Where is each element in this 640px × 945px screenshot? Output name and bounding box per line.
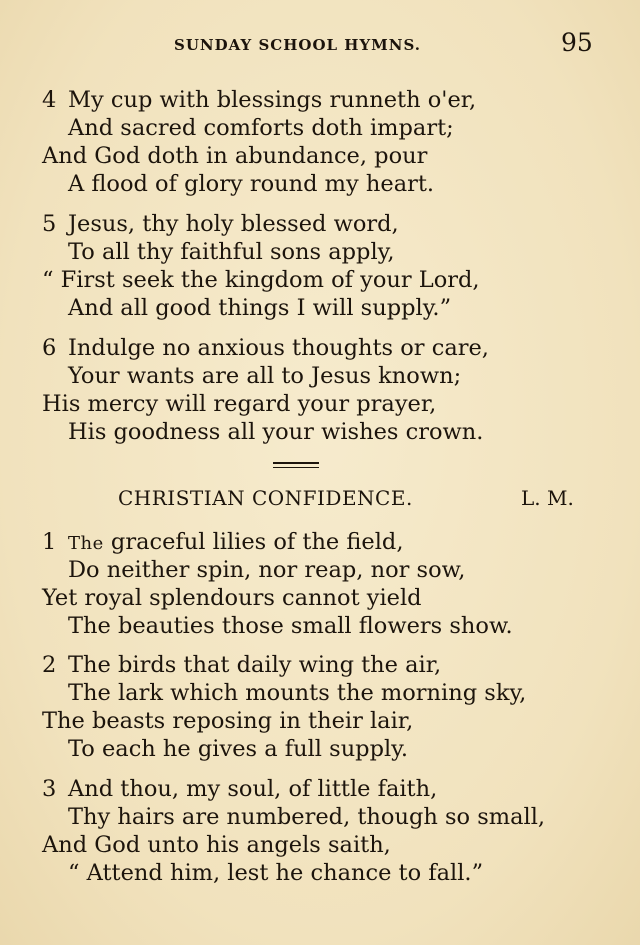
- verse-line: The beauties those small flowers show.: [68, 613, 513, 639]
- verse-line: And sacred comforts doth impart;: [68, 115, 454, 141]
- verse-line: And God doth in abundance, pour: [42, 143, 428, 169]
- verse-line: “ First seek the kingdom of your Lord,: [42, 267, 480, 293]
- verse-line: Yet royal splendours cannot yield: [42, 585, 422, 611]
- verse-number: 5: [42, 211, 57, 237]
- verse-line: A flood of glory round my heart.: [68, 171, 435, 197]
- verse-line: 6 Indulge no anxious thoughts or care,: [42, 335, 489, 361]
- hymn-meter: L. M.: [521, 486, 574, 510]
- hymn-title: CHRISTIAN CONFIDENCE.: [118, 486, 413, 510]
- verse-line: And God unto his angels saith,: [42, 832, 391, 858]
- verse-line: 4 My cup with blessings runneth o'er,: [42, 87, 477, 113]
- verse-number: 6: [42, 335, 57, 361]
- page-number: 95: [561, 28, 593, 57]
- verse-line: 2 The birds that daily wing the air,: [42, 652, 442, 678]
- first-word: The: [68, 533, 104, 554]
- verse-line: “ Attend him, lest he chance to fall.”: [68, 860, 484, 886]
- verse-number: 1: [42, 529, 57, 555]
- verse-number: 2: [42, 652, 57, 678]
- verse-line: And all good things I will supply.”: [68, 295, 452, 321]
- verse-line: To each he gives a full supply.: [68, 736, 409, 762]
- verse-line: Do neither spin, nor reap, nor sow,: [68, 557, 466, 583]
- verse-line: 3 And thou, my soul, of little faith,: [42, 776, 438, 802]
- verse-number: 4: [42, 87, 57, 113]
- verse-line: To all thy faithful sons apply,: [68, 239, 395, 265]
- verse-number: 3: [42, 776, 57, 802]
- verse-line: The beasts reposing in their lair,: [42, 708, 414, 734]
- section-divider: [273, 462, 319, 464]
- verse-line: His mercy will regard your prayer,: [42, 391, 437, 417]
- section-divider: [273, 467, 319, 468]
- verse-line: Your wants are all to Jesus known;: [68, 363, 462, 389]
- verse-line: Thy hairs are numbered, though so small,: [68, 804, 546, 830]
- verse-line: His goodness all your wishes crown.: [68, 419, 484, 445]
- running-head: SUNDAY SCHOOL HYMNS.: [174, 36, 422, 54]
- verse-line: 1 The graceful lilies of the field,: [42, 529, 404, 555]
- verse-line: The lark which mounts the morning sky,: [68, 680, 527, 706]
- verse-line: 5 Jesus, thy holy blessed word,: [42, 211, 399, 237]
